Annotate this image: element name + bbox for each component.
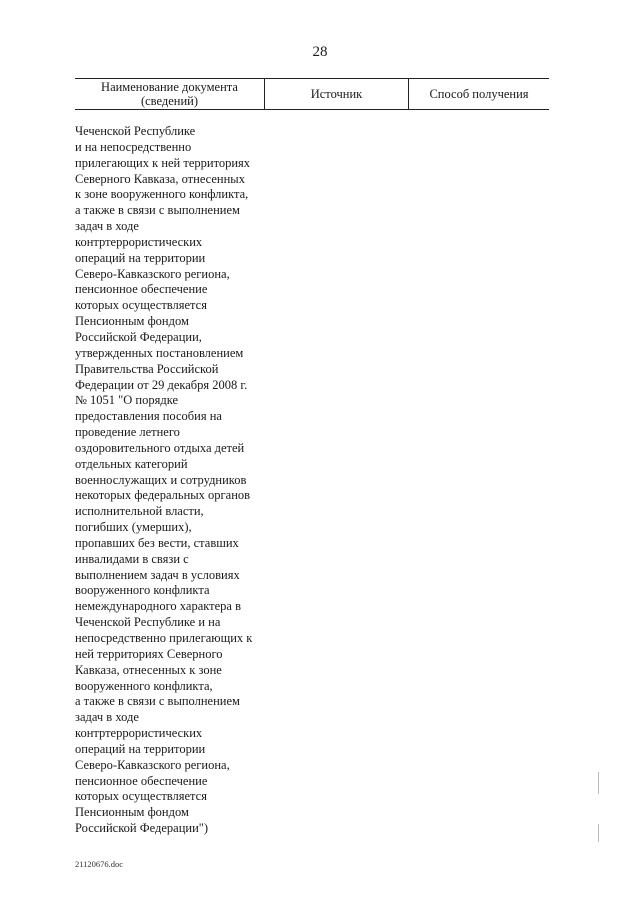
document-text-line: которых осуществляется <box>75 789 207 804</box>
document-text-line: Северного Кавказа, отнесенных <box>75 171 245 186</box>
document-text-line: Северо-Кавказского региона, <box>75 757 230 772</box>
document-text-line: Северо-Кавказского региона, <box>75 266 230 281</box>
document-text-line: Федерации от 29 декабря 2008 г. <box>75 377 248 392</box>
document-text-line: прилегающих к ней территориях <box>75 155 251 170</box>
document-text-column <box>75 124 275 837</box>
document-text-line: вооруженного конфликта, <box>75 678 213 693</box>
document-text-line: инвалидами в связи с <box>75 551 189 566</box>
document-text-line: № 1051 "О порядке <box>75 393 179 408</box>
document-text-line: Правительства Российской <box>75 361 219 376</box>
document-text-line: задач в ходе <box>75 219 139 234</box>
document-text-line: предоставления пособия на <box>75 409 222 424</box>
document-text-line: Пенсионным фондом <box>75 314 189 329</box>
document-text-line: задач в ходе <box>75 710 139 725</box>
table-header <box>75 78 549 110</box>
column-header-document-name-line2: (сведений) <box>140 94 199 108</box>
document-text-line: ней территориях Северного <box>75 646 223 661</box>
document-text-line: контртеррористических <box>75 726 203 741</box>
document-text-line: а также в связи с выполнением <box>75 203 240 218</box>
scan-margin-mark <box>598 772 599 794</box>
column-header-method-label: Способ получения <box>429 87 529 101</box>
document-text-line: погибших (умерших), <box>75 520 192 535</box>
document-text-line: пропавших без вести, ставших <box>75 535 239 550</box>
table-header-row <box>75 79 549 110</box>
document-text-line: некоторых федеральных органов <box>75 488 251 503</box>
document-text-line: Чеченской Республике <box>75 124 196 138</box>
document-text-line: Кавказа, отнесенных к зоне <box>75 662 222 677</box>
footer-filename: 21120676.doc <box>75 859 124 869</box>
page-number: 28 <box>312 44 328 60</box>
document-text-line: Российской Федерации") <box>75 821 209 836</box>
document-text-line: а также в связи с выполнением <box>75 694 240 709</box>
scan-margin-mark <box>598 824 599 842</box>
document-text-line: выполнением задач в условиях <box>75 567 240 582</box>
document-text-line: Чеченской Республике и на <box>75 615 221 630</box>
column-header-method <box>409 79 550 110</box>
document-text-line: проведение летнего <box>75 425 180 440</box>
document-text-line: и на непосредственно <box>75 139 192 154</box>
document-text-line: Пенсионным фондом <box>75 805 189 820</box>
column-header-document-name <box>75 79 265 110</box>
column-header-document-name-line1: Наименование документа <box>101 80 238 94</box>
document-text-line: непосредственно прилегающих к <box>75 631 253 645</box>
document-text-line: которых осуществляется <box>75 298 207 313</box>
document-text-line: операций на территории <box>75 741 206 756</box>
document-text-line: исполнительной власти, <box>75 504 204 519</box>
document-text-line: военнослужащих и сотрудников <box>75 472 247 487</box>
column-header-source <box>265 79 409 110</box>
document-text-line: контртеррористических <box>75 234 203 249</box>
document-text-line: немеждународного характера в <box>75 599 241 614</box>
document-text-line: операций на территории <box>75 250 206 265</box>
document-text-line: вооруженного конфликта <box>75 583 210 598</box>
document-text-line: пенсионное обеспечение <box>75 773 208 788</box>
document-text-line: оздоровительного отдыха детей <box>75 440 245 455</box>
column-header-source-label: Источник <box>310 87 363 101</box>
document-text-line: пенсионное обеспечение <box>75 282 208 297</box>
document-text-line: Российской Федерации, <box>75 329 202 344</box>
document-text-line: отдельных категорий <box>75 456 188 471</box>
document-text-line: к зоне вооруженного конфликта, <box>75 187 249 202</box>
document-text-line: утвержденных постановлением <box>75 345 244 360</box>
